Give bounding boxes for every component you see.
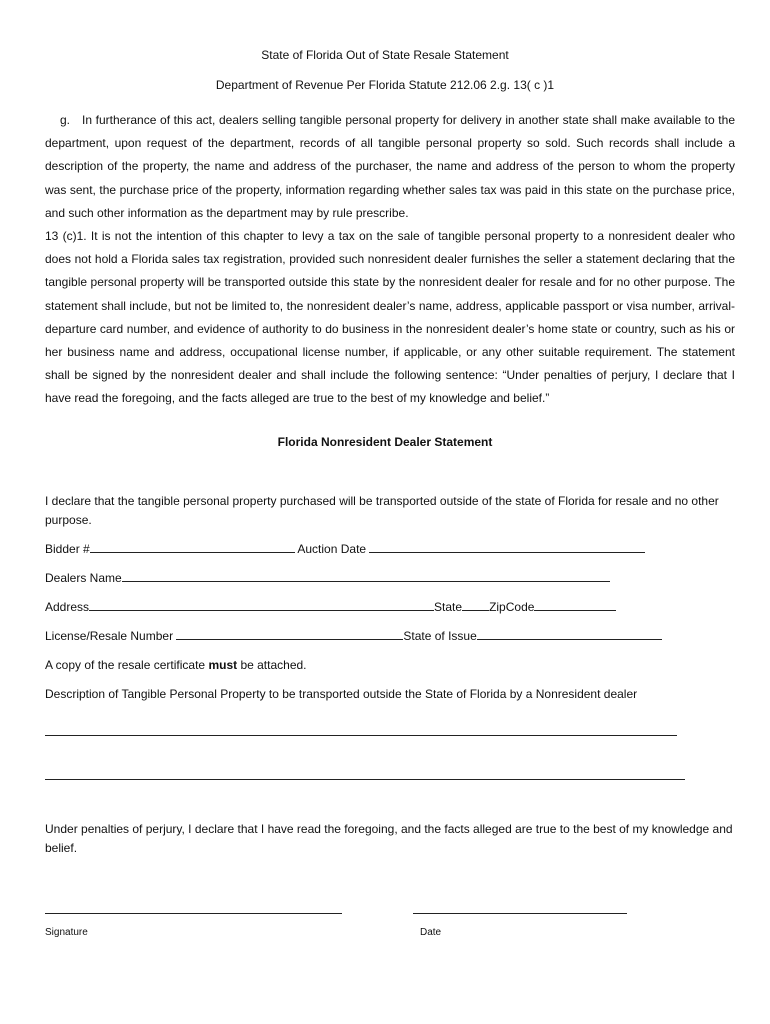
statute-g-text: In furtherance of this act, dealers selling tangible personal property for delivery in another state shall make available to the department, upon request of the department, records of all tangible personal property so sold. Such records shall include a description of the property, the name and address of the purchaser, the name and address of the person to whom the property was sent, the purchase price of the property, information regarding whether sales tax was paid in this state on the purchase price, and such other information as the department may by rule prescribe. xyxy=(45,113,735,220)
description-label: Description of Tangible Personal Property to be transported outside the State of Florida by a Nonresident dealer xyxy=(45,687,638,701)
statute-g-letter: g. xyxy=(60,113,71,127)
signature-label: Signature xyxy=(45,927,88,938)
statute-paragraph-g xyxy=(45,109,735,225)
statute-text-block xyxy=(45,109,735,411)
bidder-number-field[interactable] xyxy=(90,541,295,553)
date-line[interactable] xyxy=(413,913,627,914)
state-field[interactable] xyxy=(462,599,489,611)
copy-note-before: A copy of the resale certificate xyxy=(45,658,206,672)
statement-heading: Florida Nonresident Dealer Statement xyxy=(277,435,493,449)
address-label: Address xyxy=(45,600,90,614)
address-row xyxy=(45,598,735,617)
copy-note-emphasis: must xyxy=(208,658,238,672)
copy-note xyxy=(45,656,735,675)
copy-note-after: be attached. xyxy=(240,658,307,672)
license-row xyxy=(45,627,735,646)
state-of-issue-field[interactable] xyxy=(477,628,662,640)
license-number-field[interactable] xyxy=(176,628,403,640)
auction-date-label: Auction Date xyxy=(297,542,367,556)
license-label: License/Resale Number xyxy=(45,629,174,643)
dealers-name-field[interactable] xyxy=(122,570,610,582)
zipcode-field[interactable] xyxy=(534,599,616,611)
perjury-statement: Under penalties of perjury, I declare that I have read the foregoing, and the facts alleged are true to the best of my knowledge and belief. xyxy=(45,822,733,855)
dealers-name-row xyxy=(45,569,735,588)
state-of-issue-label: State of Issue xyxy=(403,629,477,643)
bidder-row xyxy=(45,540,735,559)
document-title: State of Florida Out of State Resale Statement xyxy=(261,48,509,62)
address-field[interactable] xyxy=(89,599,434,611)
description-line-1[interactable] xyxy=(45,735,677,736)
declaration-text: I declare that the tangible personal property purchased will be transported outside of the state of Florida for resale and no other purpose. xyxy=(45,494,719,527)
zipcode-label: ZipCode xyxy=(489,600,535,614)
date-label: Date xyxy=(420,927,442,938)
description-line-2[interactable] xyxy=(45,779,685,780)
document-subtitle: Department of Revenue Per Florida Statute 212.06 2.g. 13( c )1 xyxy=(215,78,555,92)
state-label: State xyxy=(434,600,463,614)
statute-paragraph-13c1: 13 (c)1. It is not the intention of this chapter to levy a tax on the sale of tangible personal property to a nonresident dealer who does not hold a Florida sales tax registration, provided such nonresident dealer furnishes the seller a statement declaring that the tangible personal property will be transported outside this state by the nonresident dealer for resale and for no other purpose. The statement shall include, but not be limited to, the nonresident dealer’s name, address, applicable passport or visa number, arrival-departure card number, and evidence of authority to do business in the nonresident dealer’s home state or country, such as his or her business name and address, occupational license number, if applicable, or any other suitable requirement. The statement shall be signed by the nonresident dealer and shall include the following sentence: “Under penalties of perjury, I declare that I have read the foregoing, and the facts alleged are true to the best of my knowledge and belief.” xyxy=(45,229,735,406)
dealers-name-label: Dealers Name xyxy=(45,571,122,585)
bidder-label: Bidder # xyxy=(45,542,90,556)
signature-line[interactable] xyxy=(45,913,342,914)
auction-date-field[interactable] xyxy=(369,541,645,553)
